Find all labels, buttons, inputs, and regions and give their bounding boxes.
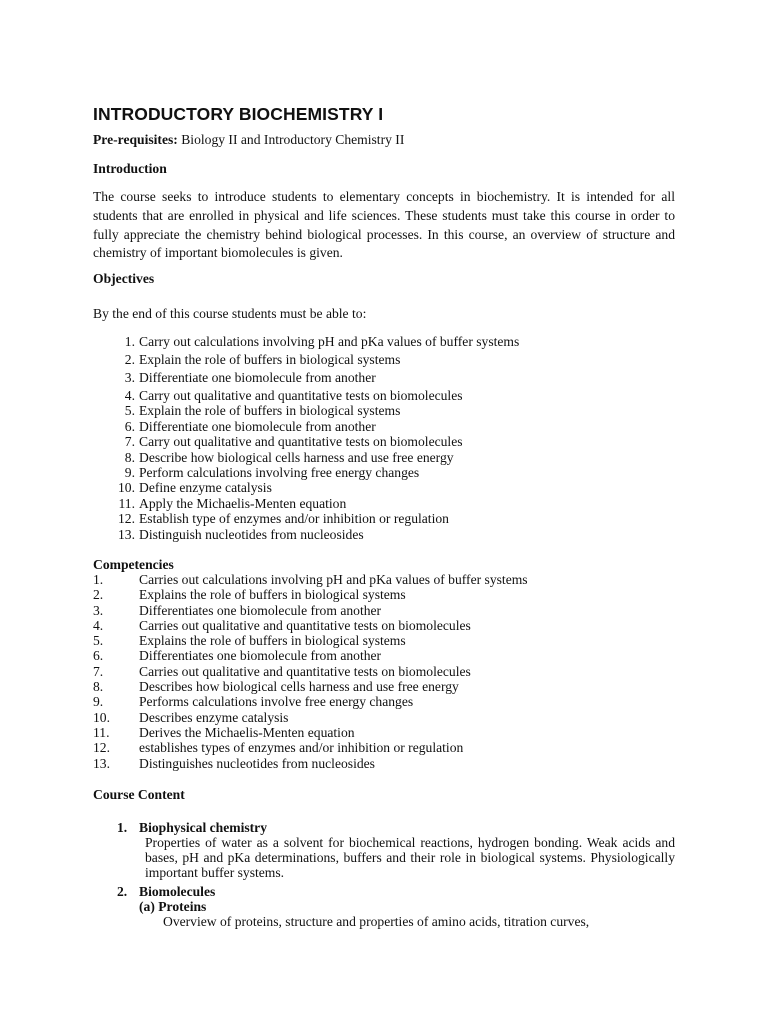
objective-number: 1.	[124, 334, 135, 349]
competency-item	[93, 618, 528, 633]
competency-text: Carries out qualitative and quantitative tests on biomolecules	[139, 663, 471, 679]
content-section-header	[93, 884, 675, 899]
objective-text: Describe how biological cells harness and use free energy	[139, 449, 454, 465]
competency-text: Explains the role of buffers in biological systems	[139, 587, 406, 603]
objective-item	[112, 450, 519, 465]
objective-number: 8.	[124, 449, 135, 465]
objective-text: Carry out qualitative and quantitative tests on biomolecules	[139, 434, 463, 450]
objective-number: 11.	[118, 495, 135, 511]
content-subsection-text: Overview of proteins, structure and properties of amino acids, titration curves,	[163, 914, 590, 929]
competency-item	[93, 587, 528, 602]
content-section-title: Biophysical chemistry	[139, 820, 268, 835]
objective-item	[112, 480, 519, 495]
objective-item	[112, 352, 519, 370]
objective-text: Define enzyme catalysis	[139, 480, 272, 496]
objective-number: 2.	[124, 352, 135, 367]
objective-number: 6.	[124, 418, 135, 434]
objective-text: Explain the role of buffers in biological systems	[139, 403, 401, 419]
competency-text: Differentiates one biomolecule from another	[139, 648, 382, 664]
competency-text: Explains the role of buffers in biological systems	[139, 633, 406, 649]
competency-item	[93, 664, 528, 679]
objective-number: 5.	[124, 403, 135, 419]
competency-number: 8.	[93, 679, 104, 695]
content-section-number: 2.	[117, 884, 128, 899]
competency-item	[93, 756, 528, 771]
objective-number: 9.	[124, 464, 135, 480]
objective-text: Apply the Michaelis-Menten equation	[139, 495, 347, 511]
prerequisites-line	[93, 132, 404, 148]
content-section-number: 1.	[117, 820, 128, 835]
introduction-paragraph: The course seeks to introduce students to elementary concepts in biochemistry. It is intended for all students that are enrolled in physical and life sciences. These students must take this course in order to fully appreciate the chemistry behind biological processes. In this course, an overview of structure and chemistry of important biomolecules is given.	[93, 189, 675, 261]
content-section-text: Properties of water as a solvent for biochemical reactions, hydrogen bonding. Weak acids and bases, pH and pKa determinations, buffers and their role in biological systems. Physiologically important buffer systems.	[145, 835, 675, 880]
competency-text: Distinguishes nucleotides from nucleosides	[139, 755, 375, 771]
competency-text: Carries out qualitative and quantitative tests on biomolecules	[139, 617, 471, 633]
competency-item	[93, 694, 528, 709]
objective-number: 13.	[118, 526, 135, 542]
objectives-lead: By the end of this course students must be able to:	[93, 306, 367, 321]
objective-item	[112, 465, 519, 480]
objective-text: Carry out calculations involving pH and pKa values of buffer systems	[139, 334, 520, 349]
competency-text: Derives the Michaelis-Menten equation	[139, 724, 355, 740]
competency-number: 5.	[93, 633, 104, 649]
objective-text: Distinguish nucleotides from nucleosides	[139, 526, 364, 542]
objective-item	[112, 419, 519, 434]
prerequisites-text: Biology II and Introductory Chemistry II	[177, 132, 405, 147]
competency-item	[93, 603, 528, 618]
objective-item	[112, 388, 519, 403]
competency-item	[93, 572, 528, 587]
competency-text: Differentiates one biomolecule from another	[139, 602, 382, 618]
competency-number: 1.	[93, 572, 104, 587]
content-section	[93, 884, 675, 929]
objective-item	[112, 511, 519, 526]
competency-item	[93, 648, 528, 663]
objective-item	[112, 527, 519, 542]
objective-item	[112, 334, 519, 352]
objective-item	[112, 370, 519, 388]
competency-item	[93, 740, 528, 755]
objective-text: Carry out qualitative and quantitative tests on biomolecules	[139, 388, 463, 403]
objective-number: 10.	[118, 480, 135, 496]
competencies-heading: Competencies	[93, 557, 174, 572]
course-content-heading: Course Content	[93, 787, 185, 802]
competency-number: 7.	[93, 663, 104, 679]
objective-number: 12.	[118, 511, 135, 527]
content-section-title: Biomolecules	[139, 884, 216, 899]
competency-number: 3.	[93, 602, 104, 618]
objectives-list	[112, 334, 519, 542]
objective-number: 7.	[124, 434, 135, 450]
objective-text: Differentiate one biomolecule from another	[139, 418, 376, 434]
objective-number: 3.	[124, 370, 135, 385]
competency-number: 10.	[93, 709, 110, 725]
objective-text: Establish type of enzymes and/or inhibition or regulation	[139, 511, 449, 527]
prerequisites-label: Pre-requisites:	[93, 132, 178, 147]
competencies-list	[93, 572, 528, 771]
objective-item	[112, 403, 519, 418]
competency-text: Performs calculations involve free energy changes	[139, 694, 414, 710]
competency-number: 12.	[93, 740, 110, 756]
competency-item	[93, 725, 528, 740]
document-title: INTRODUCTORY BIOCHEMISTRY I	[93, 104, 384, 124]
competency-text: Carries out calculations involving pH and pKa values of buffer systems	[139, 572, 528, 587]
content-section	[93, 820, 675, 880]
competency-item	[93, 710, 528, 725]
objective-item	[112, 434, 519, 449]
competency-text: Describes enzyme catalysis	[139, 709, 289, 725]
introduction-heading: Introduction	[93, 161, 167, 176]
objective-text: Explain the role of buffers in biological systems	[139, 352, 401, 367]
competency-item	[93, 679, 528, 694]
content-subsection-title: (a) Proteins	[139, 899, 207, 914]
objective-item	[112, 496, 519, 511]
objective-text: Differentiate one biomolecule from another	[139, 370, 376, 385]
competency-item	[93, 633, 528, 648]
competency-number: 11.	[93, 724, 110, 740]
competency-number: 9.	[93, 694, 104, 710]
competency-text: Describes how biological cells harness and use free energy	[139, 679, 459, 695]
competency-number: 2.	[93, 587, 104, 603]
objective-number: 4.	[124, 388, 135, 403]
objective-text: Perform calculations involving free energy changes	[139, 464, 420, 480]
course-content-list	[93, 820, 675, 929]
competency-text: establishes types of enzymes and/or inhibition or regulation	[139, 740, 464, 756]
competency-number: 6.	[93, 648, 104, 664]
competency-number: 4.	[93, 617, 104, 633]
objectives-heading: Objectives	[93, 271, 155, 286]
competency-number: 13.	[93, 755, 110, 771]
content-section-header	[93, 820, 675, 835]
